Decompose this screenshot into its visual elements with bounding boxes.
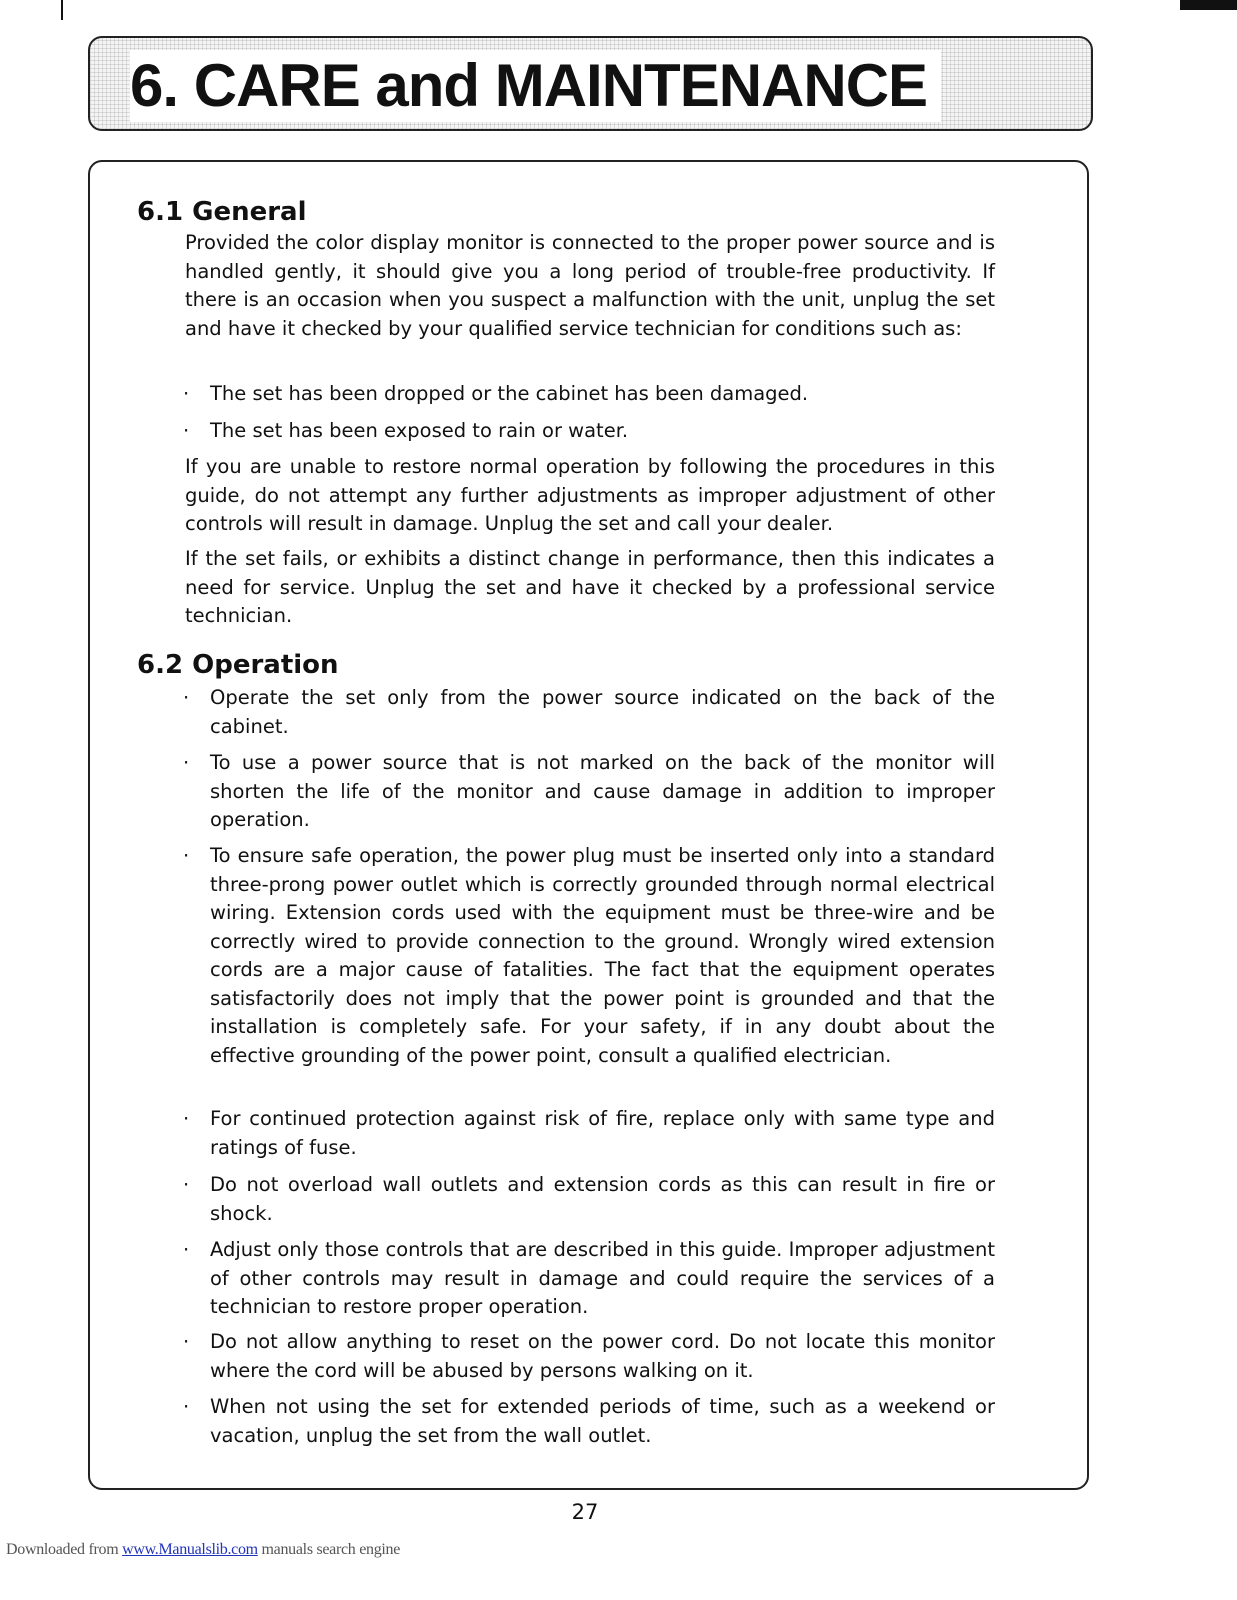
bullet-marker: · [183, 1107, 190, 1130]
service-need-paragraph: If the set fails, or exhibits a distinct change in performance, then this indicates a need for service. Unplug the set and have it checked by a professional service technician. [185, 547, 995, 627]
restore-operation-paragraph: If you are unable to restore normal operation by following the procedures in this guide, do not attempt any further adjustments as improper adjustment of other controls will result in damage. Unplug the set and call your dealer. [185, 455, 995, 535]
bullet-marker: · [183, 1173, 190, 1196]
list-item [183, 749, 995, 835]
bullet-marker: · [183, 419, 190, 442]
list-item [183, 1393, 995, 1450]
list-item [183, 1328, 995, 1385]
crop-mark [61, 0, 63, 20]
bullet-marker: · [183, 1238, 190, 1261]
bullet-marker: · [183, 1395, 190, 1418]
list-item-text: To use a power source that is not marked on the back of the monitor will shorten the life of the monitor and cause damage in addition to improper operation. [210, 751, 995, 831]
list-item [183, 1105, 995, 1162]
list-item-text: For continued protection against risk of fire, replace only with same type and ratings of fuse. [210, 1107, 995, 1159]
list-item-text: The set has been dropped or the cabinet has been damaged. [210, 382, 809, 405]
bullet-marker: · [183, 1330, 190, 1353]
section-heading-general: 6.1 General [137, 197, 307, 227]
bullet-marker: · [183, 382, 190, 405]
footer-suffix: manuals search engine [257, 1541, 401, 1558]
list-item-text: Operate the set only from the power source indicated on the back of the cabinet. [210, 686, 995, 738]
list-item [183, 380, 995, 409]
list-item-text: Do not allow anything to reset on the power cord. Do not locate this monitor where the cord will be abused by persons walking on it. [210, 1330, 995, 1382]
list-item [183, 1236, 995, 1322]
list-item [183, 417, 995, 446]
footer-prefix: Downloaded from [6, 1541, 123, 1558]
manualslib-link[interactable]: www.Manualslib.com [122, 1541, 258, 1558]
bullet-marker: · [183, 844, 190, 867]
list-item [183, 842, 995, 1070]
bullet-marker: · [183, 751, 190, 774]
list-item-text: When not using the set for extended periods of time, such as a weekend or vacation, unplug the set from the wall outlet. [210, 1395, 995, 1447]
bullet-marker: · [183, 686, 190, 709]
page-title: 6. CARE and MAINTENANCE [130, 50, 941, 122]
list-item-text: Adjust only those controls that are described in this guide. Improper adjustment of other controls may result in damage and could require the services of a technician to restore proper operation. [210, 1238, 995, 1318]
download-footer [6, 1541, 400, 1559]
corner-tab-mark [1180, 0, 1237, 10]
section-heading-operation: 6.2 Operation [137, 650, 339, 680]
list-item [183, 684, 995, 741]
general-intro-paragraph: Provided the color display monitor is connected to the proper power source and is handled gently, it should give you a long period of trouble-free productivity. If there is an occasion when you suspect a malfunction with the unit, unplug the set and have it checked by your qualified service technician for conditions such as: [185, 231, 995, 340]
list-item [183, 1171, 995, 1228]
list-item-text: To ensure safe operation, the power plug must be inserted only into a standard three-prong power outlet which is correctly grounded through normal electrical wiring. Extension cords used with the equipment must be three-wire and be correctly wired to provide connection to the ground. Wrongly wired extension cords are a major cause of fatalities. The fact that the equipment operates satisfactorily does not imply that the power point is grounded and that the installation is completely safe. For your safety, if in any doubt about the effective grounding of the power point, consult a qualified electrician. [210, 844, 995, 1067]
list-item-text: Do not overload wall outlets and extension cords as this can result in fire or shock. [210, 1173, 995, 1225]
list-item-text: The set has been exposed to rain or water. [210, 419, 629, 442]
page-number: 27 [571, 1500, 599, 1524]
